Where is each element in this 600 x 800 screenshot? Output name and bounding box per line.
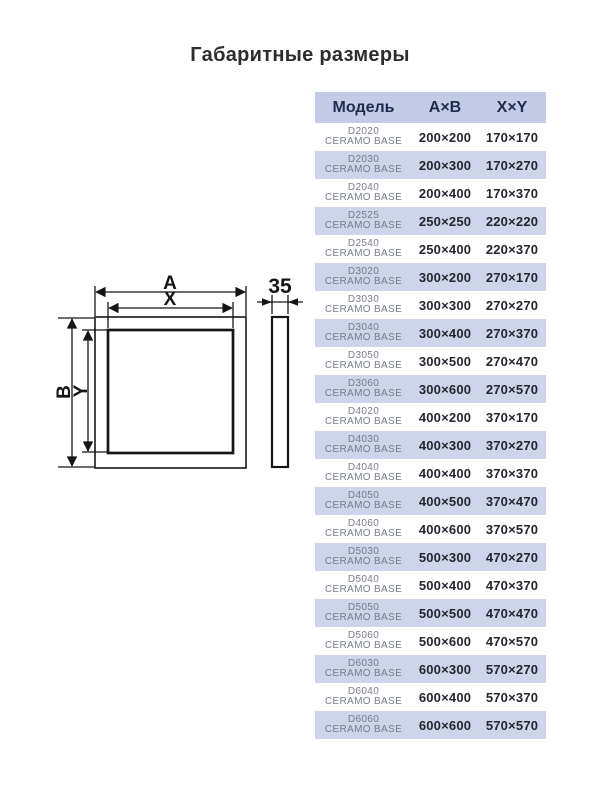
table-row <box>315 403 546 431</box>
model-cell <box>315 547 412 568</box>
model-cell <box>315 155 412 176</box>
xxy-cell: 470×570 <box>485 633 539 649</box>
xxy-cell: 270×270 <box>485 297 539 313</box>
dim-X-label: X <box>163 289 177 310</box>
dim-A-label: A <box>163 273 177 294</box>
table-rows <box>315 123 546 739</box>
model-code: D2525 <box>347 209 380 221</box>
axb-cell: 300×300 <box>418 297 472 313</box>
model-cell <box>315 435 412 456</box>
xxy-cell: 570×270 <box>485 661 539 677</box>
model-code: D4030 <box>347 433 380 445</box>
table-row <box>315 207 546 235</box>
model-cell <box>315 379 412 400</box>
model-code: D3050 <box>347 349 380 361</box>
column-header-model: Модель <box>332 98 395 116</box>
table-row <box>315 459 546 487</box>
model-code: D4050 <box>347 489 380 501</box>
model-brand: CERAMO BASE <box>324 444 403 455</box>
model-cell <box>315 659 412 680</box>
xxy-cell: 570×570 <box>485 717 539 733</box>
panel-inner-rect <box>108 330 233 453</box>
axb-cell: 600×300 <box>418 661 472 677</box>
table-row <box>315 263 546 291</box>
dim-depth-arrow-right <box>288 298 298 306</box>
axb-cell: 500×400 <box>418 577 472 593</box>
axb-cell: 200×400 <box>418 185 472 201</box>
table-row <box>315 235 546 263</box>
table-row <box>315 179 546 207</box>
model-code: D3040 <box>347 321 380 333</box>
model-brand: CERAMO BASE <box>324 556 403 567</box>
model-code: D2030 <box>347 153 380 165</box>
model-cell <box>315 519 412 540</box>
model-code: D5060 <box>347 629 380 641</box>
xxy-cell: 270×170 <box>485 269 539 285</box>
dim-B-label: B <box>54 385 75 399</box>
dim-Y-label: Y <box>71 384 92 398</box>
xxy-cell: 170×170 <box>485 129 539 145</box>
axb-cell: 400×500 <box>418 493 472 509</box>
table-row <box>315 123 546 151</box>
model-cell <box>315 211 412 232</box>
model-cell <box>315 127 412 148</box>
model-code: D6060 <box>347 713 380 725</box>
model-code: D2020 <box>347 125 380 137</box>
model-brand: CERAMO BASE <box>324 248 403 259</box>
xxy-cell: 270×570 <box>485 381 539 397</box>
model-cell <box>315 603 412 624</box>
dim-depth-arrow-left <box>262 298 272 306</box>
model-brand: CERAMO BASE <box>324 668 403 679</box>
xxy-cell: 370×270 <box>485 437 539 453</box>
model-brand: CERAMO BASE <box>324 724 403 735</box>
axb-cell: 300×600 <box>418 381 472 397</box>
model-code: D3030 <box>347 293 380 305</box>
model-code: D4040 <box>347 461 380 473</box>
table-row <box>315 515 546 543</box>
xxy-cell: 570×370 <box>485 689 539 705</box>
xxy-cell: 220×370 <box>485 241 539 257</box>
xxy-cell: 170×370 <box>485 185 539 201</box>
model-brand: CERAMO BASE <box>324 472 403 483</box>
table-row <box>315 543 546 571</box>
model-code: D3020 <box>347 265 380 277</box>
column-header-xxy: X×Y <box>496 98 528 116</box>
axb-cell: 300×200 <box>418 269 472 285</box>
table-row <box>315 571 546 599</box>
axb-cell: 300×500 <box>418 353 472 369</box>
table-row <box>315 487 546 515</box>
axb-cell: 200×200 <box>418 129 472 145</box>
model-brand: CERAMO BASE <box>324 528 403 539</box>
model-code: D5050 <box>347 601 380 613</box>
model-cell <box>315 491 412 512</box>
xxy-cell: 220×220 <box>485 213 539 229</box>
axb-cell: 400×300 <box>418 437 472 453</box>
table-row <box>315 151 546 179</box>
axb-cell: 500×600 <box>418 633 472 649</box>
table-row <box>315 375 546 403</box>
model-cell <box>315 323 412 344</box>
axb-cell: 500×300 <box>418 549 472 565</box>
model-brand: CERAMO BASE <box>324 416 403 427</box>
axb-cell: 400×200 <box>418 409 472 425</box>
model-code: D4020 <box>347 405 380 417</box>
model-cell <box>315 407 412 428</box>
table-row <box>315 431 546 459</box>
axb-cell: 600×400 <box>418 689 472 705</box>
table-row <box>315 683 546 711</box>
axb-cell: 250×250 <box>418 213 472 229</box>
table-row <box>315 347 546 375</box>
table-row <box>315 711 546 739</box>
table-row <box>315 291 546 319</box>
table-header <box>315 92 546 123</box>
model-cell <box>315 715 412 736</box>
model-brand: CERAMO BASE <box>324 360 403 371</box>
model-code: D4060 <box>347 517 380 529</box>
axb-cell: 500×500 <box>418 605 472 621</box>
axb-cell: 250×400 <box>418 241 472 257</box>
model-brand: CERAMO BASE <box>324 612 403 623</box>
model-code: D6040 <box>347 685 380 697</box>
axb-cell: 600×600 <box>418 717 472 733</box>
model-brand: CERAMO BASE <box>324 192 403 203</box>
model-code: D2540 <box>347 237 380 249</box>
model-cell <box>315 351 412 372</box>
panel-side-profile <box>272 317 288 467</box>
model-cell <box>315 295 412 316</box>
model-cell <box>315 575 412 596</box>
xxy-cell: 370×470 <box>485 493 539 509</box>
model-code: D5040 <box>347 573 380 585</box>
xxy-cell: 470×270 <box>485 549 539 565</box>
model-cell <box>315 687 412 708</box>
dimensions-table <box>315 92 546 739</box>
model-code: D6030 <box>347 657 380 669</box>
model-brand: CERAMO BASE <box>324 164 403 175</box>
table-row <box>315 319 546 347</box>
xxy-cell: 470×470 <box>485 605 539 621</box>
model-brand: CERAMO BASE <box>324 584 403 595</box>
dim-depth-label: 35 <box>268 275 292 298</box>
model-cell <box>315 267 412 288</box>
model-code: D2040 <box>347 181 380 193</box>
model-cell <box>315 631 412 652</box>
axb-cell: 300×400 <box>418 325 472 341</box>
model-brand: CERAMO BASE <box>324 276 403 287</box>
model-brand: CERAMO BASE <box>324 220 403 231</box>
table-row <box>315 655 546 683</box>
xxy-cell: 370×370 <box>485 465 539 481</box>
table-row <box>315 627 546 655</box>
axb-cell: 200×300 <box>418 157 472 173</box>
xxy-cell: 170×270 <box>485 157 539 173</box>
model-brand: CERAMO BASE <box>324 500 403 511</box>
model-cell <box>315 463 412 484</box>
model-brand: CERAMO BASE <box>324 136 403 147</box>
table-row <box>315 599 546 627</box>
model-cell <box>315 183 412 204</box>
xxy-cell: 370×170 <box>485 409 539 425</box>
xxy-cell: 270×370 <box>485 325 539 341</box>
page-title: Габаритные размеры <box>190 44 410 66</box>
model-brand: CERAMO BASE <box>324 696 403 707</box>
dimension-diagram <box>40 255 320 505</box>
xxy-cell: 470×370 <box>485 577 539 593</box>
model-brand: CERAMO BASE <box>324 388 403 399</box>
model-brand: CERAMO BASE <box>324 640 403 651</box>
model-brand: CERAMO BASE <box>324 332 403 343</box>
axb-cell: 400×600 <box>418 521 472 537</box>
model-cell <box>315 239 412 260</box>
xxy-cell: 370×570 <box>485 521 539 537</box>
axb-cell: 400×400 <box>418 465 472 481</box>
model-code: D3060 <box>347 377 380 389</box>
column-header-axb: A×B <box>428 98 462 116</box>
xxy-cell: 270×470 <box>485 353 539 369</box>
model-code: D5030 <box>347 545 380 557</box>
model-brand: CERAMO BASE <box>324 304 403 315</box>
